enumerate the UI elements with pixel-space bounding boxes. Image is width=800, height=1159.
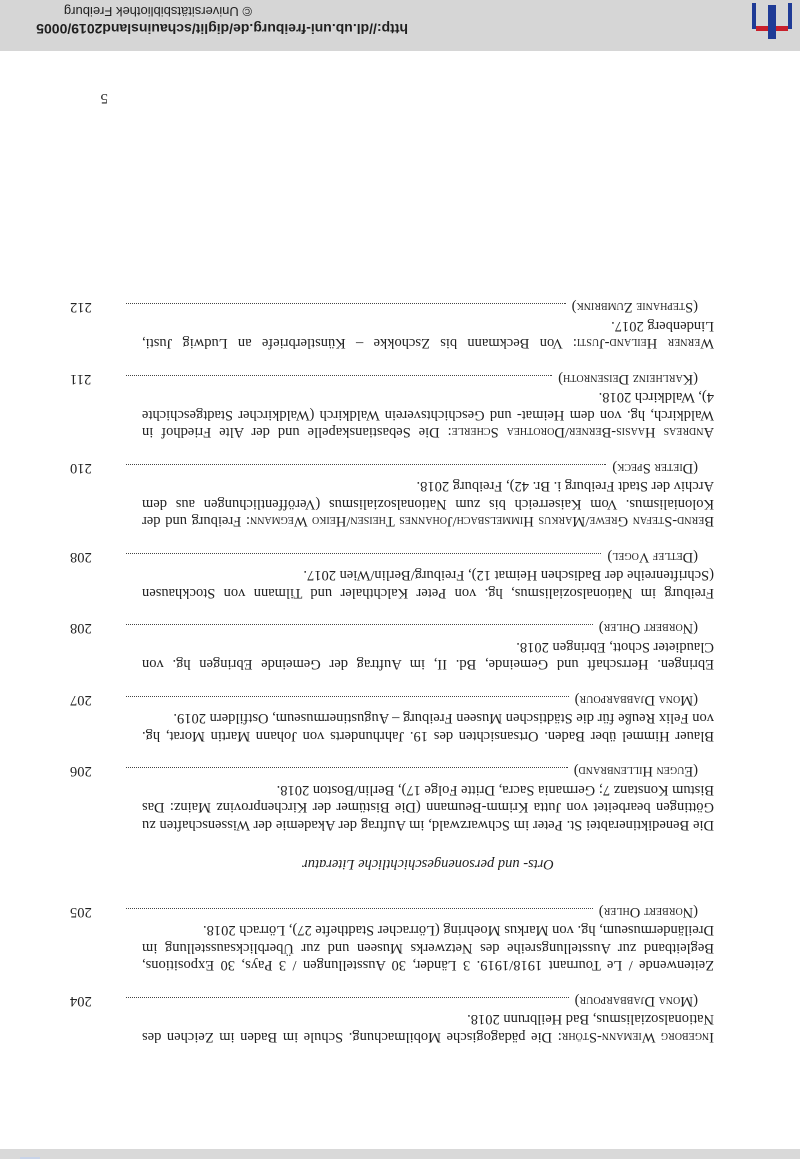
reviewer-line <box>70 762 714 780</box>
entry-page-number: 206 <box>70 763 92 780</box>
entry-reviewer: (Detlef Vogel) <box>607 549 698 565</box>
entry-page-number: 211 <box>70 371 92 387</box>
dot-leader <box>126 768 568 769</box>
entry-author: Andreas Haasis-Berner/Dorothea Scherle <box>451 424 714 441</box>
dot-leader <box>126 908 593 909</box>
entry-page-number: 208 <box>70 549 92 565</box>
entry-body: : Die pädagogische Mobilmachung. Schule im Baden im Zeichen des Nationalsozialismus, Bad Heilbrunn 2018. <box>141 1011 714 1045</box>
entry-author: Bernd-Stefan Grewe/Markus Himmelsbach/Johannes Theisen/Heiko Wegmann <box>249 513 714 530</box>
entry-reviewer: (Norbert Ohler) <box>598 904 698 920</box>
entry-citation <box>142 477 714 530</box>
review-entry <box>70 903 714 974</box>
entry-citation <box>142 1010 714 1045</box>
review-list <box>70 280 714 1045</box>
reviewer-line <box>70 370 714 388</box>
review-entry <box>70 298 714 352</box>
footer-url-link[interactable]: http://dl.ub.uni-freiburg.de/diglit/schauinsland2019/0005 <box>36 21 408 37</box>
reviewer-line <box>70 298 714 316</box>
top-edge-mark <box>20 1152 40 1159</box>
entry-reviewer: (Mona Djabbarpour) <box>574 692 698 708</box>
reviewer-line <box>70 903 714 921</box>
dot-leader <box>126 696 569 697</box>
dot-leader <box>126 997 569 998</box>
dot-leader <box>126 375 552 376</box>
review-entry <box>70 762 714 833</box>
dot-leader <box>126 464 606 465</box>
entry-body: Blauer Himmel über Baden. Ortsansichten des 19. Jahrhunderts von Johann Martin Morat, hg. von Felix Reuße für die Städtischen Museen Freiburg – Augustinermuseum, Ostfildern 2019. <box>142 710 714 744</box>
entries-before-section <box>70 903 714 1046</box>
reviewer-line <box>70 459 714 477</box>
review-entry <box>70 548 714 602</box>
top-edge-bar <box>0 1149 800 1159</box>
entry-page-number: 207 <box>70 692 92 708</box>
entry-citation <box>142 638 714 673</box>
entry-body: : Freiburg und der Kolonialismus. Vom Kaiserreich bis zum Nationalsozialismus (Veröffentlichungen aus dem Archiv der Stadt Freiburg i. Br. 42), Freiburg 2018. <box>142 478 714 530</box>
entry-reviewer: (Karlheinz Deisenroth) <box>558 371 698 387</box>
dot-leader <box>126 625 593 626</box>
entry-citation <box>142 317 714 352</box>
review-entry <box>70 619 714 673</box>
entry-body: : Die Sebastianskapelle und der Alte Friedhof in Waldkirch, hg. von dem Heimat- und Geschichtsverein Waldkirch (Waldkircher Stadtgeschichte 4), Waldkirch 2018. <box>142 389 714 441</box>
entry-citation <box>142 921 714 974</box>
entry-page-number: 212 <box>70 299 92 316</box>
entry-body: : Von Beckmann bis Zschokke – Künstlerbriefe an Ludwig Justi, Lindenberg 2017. <box>142 318 714 352</box>
page-number: 5 <box>100 90 108 106</box>
review-entry <box>70 992 714 1046</box>
entry-body: Freiburg im Nationalsozialismus, hg. von Peter Kalchthaler und Tilmann von Stockhausen (Schriftenreihe der Badischen Heimat 12), Freiburg/Berlin/Wien 2017. <box>142 567 714 601</box>
dot-leader <box>126 304 566 305</box>
entry-citation <box>142 781 714 834</box>
reviewer-line <box>70 691 714 709</box>
university-library-logo-icon <box>752 3 792 41</box>
entry-body: Die Benediktinerabtei St. Peter im Schwarzwald, im Auftrag der Akademie der Wissenschaften zu Göttingen bearbeitet von Jutta Krimm-Beumann (Die Bistümer der Kirchenprovinz Mainz: Das Bistum Konstanz 7; Germania Sacra, Dritte Folge 17), Berlin/Boston 2018. <box>142 782 714 833</box>
entry-page-number: 208 <box>70 620 92 637</box>
entry-citation <box>142 566 714 601</box>
review-entry <box>70 691 714 745</box>
reviewer-line <box>70 992 714 1010</box>
entry-page-number: 204 <box>70 993 92 1009</box>
entry-page-number: 205 <box>70 904 92 920</box>
entry-author: Ingeborg Wiemann-Stöhr <box>561 1029 714 1045</box>
section-heading: Orts- und personengeschichtliche Literatur <box>302 856 554 873</box>
footer-copyright: © Universitätsbibliothek Freiburg <box>63 4 252 19</box>
entry-body: Zeitenwende / Le Tournant 1918/1919. 3 Länder, 30 Ausstellungen / 3 Pays, 30 Expositions, Begleitband zur Ausstellungsreihe des Netzwerks Museen und zur Überblicksausstellung im Dreiländermuseum, hg. von Markus Moehring (Lörracher Stadthefte 27), Lörrach 2018. <box>142 922 714 974</box>
entry-citation <box>142 709 714 744</box>
reviewer-line <box>70 548 714 566</box>
entry-author: Werner Heiland-Justi <box>576 335 714 352</box>
entry-reviewer: (Norbert Ohler) <box>598 620 698 637</box>
entry-reviewer: (Eugen Hillenbrand) <box>573 763 698 780</box>
entry-citation <box>142 388 714 441</box>
entry-reviewer: (Stephanie Zumbrink) <box>571 299 698 316</box>
entries-after-section <box>70 298 714 833</box>
entry-reviewer: (Dieter Speck) <box>612 460 698 476</box>
review-entry <box>70 370 714 441</box>
reviewer-line <box>70 619 714 637</box>
review-entry <box>70 459 714 530</box>
entry-reviewer: (Mona Djabbarpour) <box>574 993 698 1009</box>
dot-leader <box>126 553 601 554</box>
entry-page-number: 210 <box>70 460 92 476</box>
entry-body: Ebringen. Herrschaft und Gemeinde, Bd. II, im Auftrag der Gemeinde Ebringen hg. von Claudieter Schott, Ebringen 2018. <box>142 639 714 673</box>
